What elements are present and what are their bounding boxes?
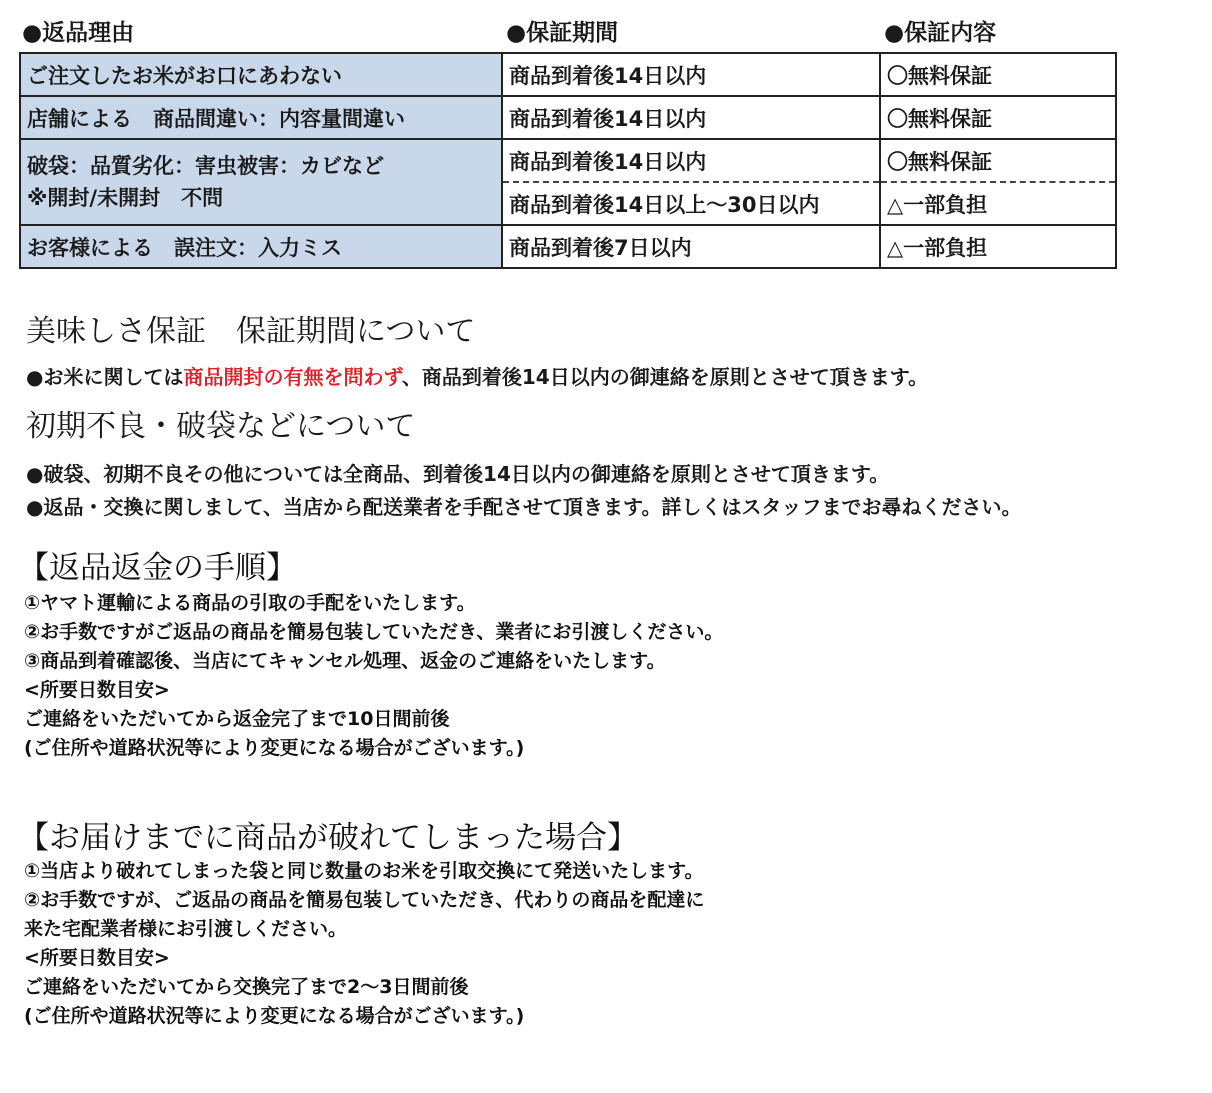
broken-note: (ご住所や道路状況等により変更になる場合がございます。) bbox=[24, 1005, 525, 1027]
header-content: ●保証内容 bbox=[884, 20, 997, 46]
refund-days: ご連絡をいただいてから返金完了まで10日間前後 bbox=[24, 708, 450, 730]
period-cell: 商品到着後7日以内 bbox=[502, 225, 880, 268]
period-cell: 商品到着後14日以内 bbox=[502, 96, 880, 139]
defect-line-1: ●破袋、初期不良その他については全商品、到着後14日以内の御連絡を原則とさせて頂きます。 bbox=[26, 462, 890, 486]
table-row bbox=[20, 139, 1116, 182]
content-cell: 〇無料保証 bbox=[880, 96, 1116, 139]
refund-days-label: <所要日数目安> bbox=[24, 679, 170, 701]
refund-steps bbox=[24, 589, 723, 763]
period-cell: 商品到着後14日以内 bbox=[502, 53, 880, 96]
table-row bbox=[20, 53, 1116, 96]
broken-days-label: <所要日数目安> bbox=[24, 947, 170, 969]
period-cell: 商品到着後14日以内 bbox=[502, 139, 880, 182]
reason-line: 破袋：品質劣化：害虫被害：カビなど bbox=[27, 154, 384, 178]
table-row bbox=[20, 225, 1116, 268]
reason-note: ※開封/未開封 不問 bbox=[27, 186, 224, 210]
header-reason: ●返品理由 bbox=[22, 20, 135, 46]
defect-title: 初期不良・破袋などについて bbox=[26, 409, 416, 444]
broken-step: 来た宅配業者様にお引渡しください。 bbox=[24, 918, 348, 940]
refund-note: (ご住所や道路状況等により変更になる場合がございます。) bbox=[24, 737, 525, 759]
tasty-line bbox=[26, 361, 928, 390]
broken-days: ご連絡をいただいてから交換完了まで2～3日間前後 bbox=[24, 976, 469, 998]
reason-cell bbox=[20, 139, 502, 225]
broken-step: ②お手数ですが、ご返品の商品を簡易包装していただき、代わりの商品を配達に bbox=[24, 889, 705, 911]
content-cell: △一部負担 bbox=[880, 225, 1116, 268]
table-row bbox=[20, 96, 1116, 139]
content-cell: 〇無料保証 bbox=[880, 53, 1116, 96]
broken-title: 【お届けまでに商品が破れてしまった場合】 bbox=[18, 820, 638, 856]
broken-steps bbox=[24, 857, 704, 1031]
header-period: ●保証期間 bbox=[506, 20, 619, 46]
refund-step: ①ヤマト運輸による商品の引取の手配をいたします。 bbox=[24, 592, 476, 614]
tasty-title: 美味しさ保証 保証期間について bbox=[26, 314, 476, 349]
tasty-line-post: 、商品到着後14日以内の御連絡を原則とさせて頂きます。 bbox=[401, 365, 929, 389]
content-cell: 〇無料保証 bbox=[880, 139, 1116, 182]
defect-line-2: ●返品・交換に関しまして、当店から配送業者を手配させて頂きます。詳しくはスタッフまでお尋ねください。 bbox=[26, 495, 1022, 519]
reason-cell: 店舗による 商品間違い：内容量間違い bbox=[20, 96, 502, 139]
reason-cell: お客様による 誤注文：入力ミス bbox=[20, 225, 502, 268]
refund-title: 【返品返金の手順】 bbox=[18, 550, 297, 586]
reason-cell: ご注文したお米がお口にあわない bbox=[20, 53, 502, 96]
tasty-line-highlight: 商品開封の有無を問わず bbox=[183, 365, 402, 389]
broken-step: ①当店より破れてしまった袋と同じ数量のお米を引取交換にて発送いたします。 bbox=[24, 860, 704, 882]
period-cell: 商品到着後14日以上～30日以内 bbox=[502, 182, 880, 225]
warranty-table bbox=[19, 52, 1117, 269]
refund-step: ②お手数ですがご返品の商品を簡易包装していただき、業者にお引渡しください。 bbox=[24, 621, 724, 643]
content-cell: △一部負担 bbox=[880, 182, 1116, 225]
refund-step: ③商品到着確認後、当店にてキャンセル処理、返金のご連絡をいたします。 bbox=[24, 650, 666, 672]
tasty-line-pre: ●お米に関しては bbox=[26, 365, 184, 389]
